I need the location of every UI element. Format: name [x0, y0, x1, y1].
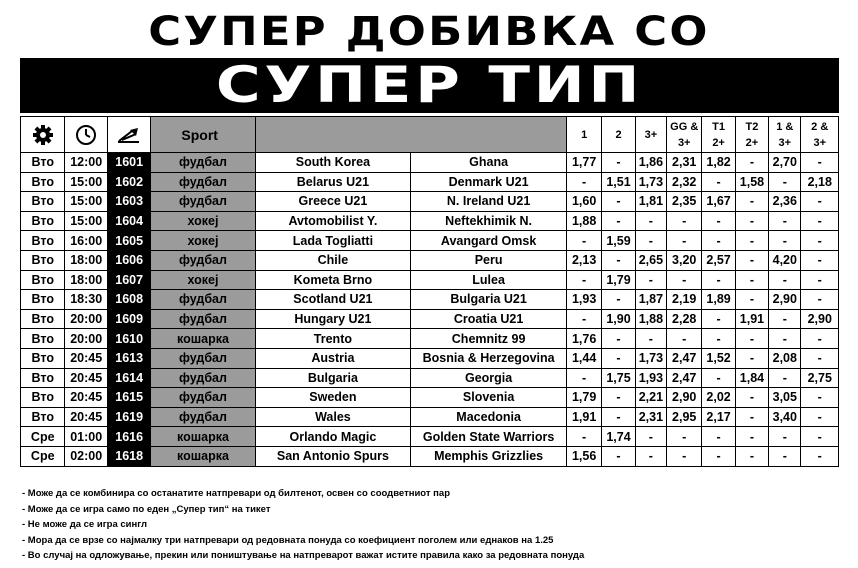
- match-code: 1607: [107, 270, 150, 290]
- table-row: [21, 368, 839, 388]
- odds-cell[interactable]: -: [735, 270, 768, 290]
- odds-cell[interactable]: -: [702, 446, 735, 466]
- odds-cell[interactable]: 2,57: [702, 250, 735, 270]
- odds-cell[interactable]: -: [702, 231, 735, 251]
- odds-cell[interactable]: 2,08: [769, 348, 801, 368]
- odds-cell[interactable]: -: [735, 329, 768, 349]
- match-code: 1603: [107, 192, 150, 212]
- home-team: Avtomobilist Y.: [255, 211, 411, 231]
- odds-cell[interactable]: 2,32: [667, 172, 702, 192]
- match-code: 1610: [107, 329, 150, 349]
- odds-cell[interactable]: -: [801, 348, 839, 368]
- odds-cell[interactable]: 4,20: [769, 250, 801, 270]
- odds-cell[interactable]: -: [801, 329, 839, 349]
- odds-cell[interactable]: 1,93: [566, 290, 601, 310]
- odds-cell[interactable]: -: [566, 172, 601, 192]
- away-team: Avangard Omsk: [411, 231, 567, 251]
- odds-cell[interactable]: -: [801, 270, 839, 290]
- odds-cell[interactable]: 1,86: [635, 153, 666, 173]
- odds-cell[interactable]: -: [602, 290, 635, 310]
- odds-cell[interactable]: -: [566, 427, 601, 447]
- odds-cell[interactable]: 2,02: [702, 388, 735, 408]
- odds-cell[interactable]: 2,65: [635, 250, 666, 270]
- odds-cell[interactable]: 2,35: [667, 192, 702, 212]
- match-time: 16:00: [65, 231, 107, 251]
- odds-cell[interactable]: -: [801, 153, 839, 173]
- odds-cell[interactable]: 2,21: [635, 388, 666, 408]
- code-column-header: [107, 117, 150, 153]
- table-row: [21, 231, 839, 251]
- match-time: 20:45: [65, 407, 107, 427]
- odds-cell[interactable]: 2,36: [769, 192, 801, 212]
- away-team: Bosnia & Herzegovina: [411, 348, 567, 368]
- sport-name: хокеј: [151, 270, 255, 290]
- match-time: 20:45: [65, 388, 107, 408]
- odds-cell[interactable]: 2,28: [667, 309, 702, 329]
- away-team: Golden State Warriors: [411, 427, 567, 447]
- away-team: N. Ireland U21: [411, 192, 567, 212]
- odds-cell[interactable]: 1,51: [602, 172, 635, 192]
- odds-cell[interactable]: -: [667, 427, 702, 447]
- away-team: Macedonia: [411, 407, 567, 427]
- match-code: 1608: [107, 290, 150, 310]
- table-row: [21, 407, 839, 427]
- odds-cell[interactable]: 2,18: [801, 172, 839, 192]
- odds-table: [20, 116, 839, 467]
- home-team: South Korea: [255, 153, 411, 173]
- match-time: 15:00: [65, 211, 107, 231]
- odds-cell[interactable]: -: [801, 192, 839, 212]
- sport-name: фудбал: [151, 388, 255, 408]
- match-code: 1601: [107, 153, 150, 173]
- match-code: 1613: [107, 348, 150, 368]
- match-day: Вто: [21, 153, 65, 173]
- home-team: Trento: [255, 329, 411, 349]
- odd-column-header: GG & 3+: [667, 117, 702, 153]
- odds-cell[interactable]: -: [667, 446, 702, 466]
- match-day: Вто: [21, 270, 65, 290]
- match-time: 12:00: [65, 153, 107, 173]
- home-team: San Antonio Spurs: [255, 446, 411, 466]
- ticket-code-icon: [116, 125, 142, 145]
- odds-cell[interactable]: -: [769, 446, 801, 466]
- home-team: Sweden: [255, 388, 411, 408]
- odd-column-header: 1: [566, 117, 601, 153]
- sport-name: фудбал: [151, 172, 255, 192]
- odds-cell[interactable]: -: [702, 309, 735, 329]
- match-time: 02:00: [65, 446, 107, 466]
- odds-cell[interactable]: -: [635, 427, 666, 447]
- odds-cell[interactable]: -: [769, 211, 801, 231]
- sport-name: кошарка: [151, 446, 255, 466]
- match-time: 15:00: [65, 192, 107, 212]
- odds-cell[interactable]: -: [566, 368, 601, 388]
- odd-column-header: 2 & 3+: [801, 117, 839, 153]
- away-team: Lulea: [411, 270, 567, 290]
- odds-cell[interactable]: 2,19: [667, 290, 702, 310]
- odds-cell[interactable]: -: [602, 348, 635, 368]
- odds-cell[interactable]: -: [769, 270, 801, 290]
- rules-note: - Може да се игра само по еден „Супер тип“ на тикет: [22, 503, 271, 515]
- home-team: Greece U21: [255, 192, 411, 212]
- match-code: 1615: [107, 388, 150, 408]
- odds-cell[interactable]: 1,77: [566, 153, 601, 173]
- match-day: Вто: [21, 192, 65, 212]
- odds-cell[interactable]: -: [702, 172, 735, 192]
- odd-column-header: 2: [602, 117, 635, 153]
- match-time: 01:00: [65, 427, 107, 447]
- sport-name: фудбал: [151, 192, 255, 212]
- odds-cell[interactable]: 1,79: [566, 388, 601, 408]
- sport-name: фудбал: [151, 153, 255, 173]
- odds-cell[interactable]: -: [635, 270, 666, 290]
- table-row: [21, 211, 839, 231]
- match-code: 1605: [107, 231, 150, 251]
- odds-cell[interactable]: -: [702, 368, 735, 388]
- match-day: Вто: [21, 172, 65, 192]
- odds-cell[interactable]: 3,20: [667, 250, 702, 270]
- match-column-header: [255, 117, 566, 153]
- match-time: 20:45: [65, 348, 107, 368]
- match-code: 1609: [107, 309, 150, 329]
- away-team: Denmark U21: [411, 172, 567, 192]
- odds-cell[interactable]: -: [602, 211, 635, 231]
- match-time: 15:00: [65, 172, 107, 192]
- away-team: Chemnitz 99: [411, 329, 567, 349]
- page-title-main: СУПЕР ТИП: [215, 56, 644, 114]
- odds-cell[interactable]: -: [667, 270, 702, 290]
- odds-cell[interactable]: 1,73: [635, 348, 666, 368]
- odds-cell[interactable]: 1,89: [702, 290, 735, 310]
- away-team: Georgia: [411, 368, 567, 388]
- away-team: Ghana: [411, 153, 567, 173]
- odds-cell[interactable]: -: [801, 427, 839, 447]
- odds-cell[interactable]: -: [801, 231, 839, 251]
- odds-cell[interactable]: -: [769, 172, 801, 192]
- match-time: 18:00: [65, 250, 107, 270]
- odds-cell[interactable]: -: [602, 250, 635, 270]
- match-code: 1618: [107, 446, 150, 466]
- home-team: Bulgaria: [255, 368, 411, 388]
- day-column-header: [21, 117, 65, 153]
- match-day: Вто: [21, 388, 65, 408]
- odds-cell[interactable]: -: [735, 211, 768, 231]
- home-team: Orlando Magic: [255, 427, 411, 447]
- sport-name: кошарка: [151, 427, 255, 447]
- odds-cell[interactable]: 1,90: [602, 309, 635, 329]
- odds-cell[interactable]: -: [602, 329, 635, 349]
- rules-notes: [22, 486, 842, 564]
- odd-column-header: 3+: [635, 117, 666, 153]
- match-time: 20:00: [65, 309, 107, 329]
- odds-cell[interactable]: 1,88: [566, 211, 601, 231]
- table-row: [21, 329, 839, 349]
- odds-cell[interactable]: 1,82: [702, 153, 735, 173]
- odds-cell[interactable]: -: [635, 211, 666, 231]
- home-team: Hungary U21: [255, 309, 411, 329]
- match-day: Вто: [21, 250, 65, 270]
- odds-cell[interactable]: 1,75: [602, 368, 635, 388]
- odds-cell[interactable]: 2,31: [667, 153, 702, 173]
- match-code: 1606: [107, 250, 150, 270]
- odds-cell[interactable]: -: [635, 446, 666, 466]
- odds-cell[interactable]: 1,88: [635, 309, 666, 329]
- odds-cell[interactable]: -: [801, 388, 839, 408]
- odds-cell[interactable]: 1,84: [735, 368, 768, 388]
- odds-cell[interactable]: -: [667, 231, 702, 251]
- odds-cell[interactable]: -: [801, 250, 839, 270]
- odds-cell[interactable]: 2,47: [667, 368, 702, 388]
- odds-cell[interactable]: -: [735, 290, 768, 310]
- odds-cell[interactable]: -: [702, 427, 735, 447]
- odds-cell[interactable]: -: [735, 192, 768, 212]
- odds-cell[interactable]: 2,70: [769, 153, 801, 173]
- odds-cell[interactable]: -: [735, 250, 768, 270]
- odds-cell[interactable]: -: [702, 329, 735, 349]
- odds-cell[interactable]: -: [769, 368, 801, 388]
- odds-cell[interactable]: -: [801, 407, 839, 427]
- sport-name: фудбал: [151, 348, 255, 368]
- match-time: 18:00: [65, 270, 107, 290]
- gear-icon: [32, 124, 54, 146]
- odds-cell[interactable]: -: [566, 309, 601, 329]
- odds-cell[interactable]: 1,58: [735, 172, 768, 192]
- odds-cell[interactable]: -: [735, 427, 768, 447]
- home-team: Scotland U21: [255, 290, 411, 310]
- away-team: Peru: [411, 250, 567, 270]
- page-title-top: СУПЕР ДОБИВКА СО: [148, 9, 710, 55]
- table-row: [21, 388, 839, 408]
- odds-cell[interactable]: -: [602, 407, 635, 427]
- odds-cell[interactable]: 1,91: [735, 309, 768, 329]
- match-time: 20:00: [65, 329, 107, 349]
- odds-cell[interactable]: -: [735, 153, 768, 173]
- home-team: Lada Togliatti: [255, 231, 411, 251]
- odds-cell[interactable]: -: [602, 153, 635, 173]
- match-time: 20:45: [65, 368, 107, 388]
- sport-name: фудбал: [151, 309, 255, 329]
- odds-cell[interactable]: -: [667, 211, 702, 231]
- odds-cell[interactable]: 2,13: [566, 250, 601, 270]
- time-column-header: [65, 117, 107, 153]
- odds-cell[interactable]: 1,93: [635, 368, 666, 388]
- odds-cell[interactable]: 1,79: [602, 270, 635, 290]
- rules-note: - Не може да се игра сингл: [22, 519, 147, 531]
- odds-cell[interactable]: -: [566, 270, 601, 290]
- odds-cell[interactable]: 2,17: [702, 407, 735, 427]
- match-time: 18:30: [65, 290, 107, 310]
- odds-cell[interactable]: 1,73: [635, 172, 666, 192]
- rules-note: - Може да се комбинира со останатите натпревари од билтенот, освен со соодветниот пар: [22, 488, 450, 499]
- odds-cell[interactable]: 1,67: [702, 192, 735, 212]
- match-day: Вто: [21, 348, 65, 368]
- match-day: Вто: [21, 290, 65, 310]
- match-day: Вто: [21, 329, 65, 349]
- odds-cell[interactable]: -: [801, 211, 839, 231]
- match-day: Вто: [21, 407, 65, 427]
- match-day: Сре: [21, 446, 65, 466]
- match-code: 1604: [107, 211, 150, 231]
- odds-cell[interactable]: -: [801, 446, 839, 466]
- odds-cell[interactable]: -: [702, 211, 735, 231]
- table-row: [21, 446, 839, 466]
- odds-cell[interactable]: -: [566, 231, 601, 251]
- odds-cell[interactable]: -: [602, 388, 635, 408]
- odds-cell[interactable]: 1,87: [635, 290, 666, 310]
- odds-cell[interactable]: -: [735, 388, 768, 408]
- sport-name: кошарка: [151, 329, 255, 349]
- sport-name: фудбал: [151, 407, 255, 427]
- odds-cell[interactable]: 1,76: [566, 329, 601, 349]
- odds-cell[interactable]: -: [735, 446, 768, 466]
- match-day: Вто: [21, 231, 65, 251]
- sport-name: фудбал: [151, 368, 255, 388]
- odds-cell[interactable]: 1,81: [635, 192, 666, 212]
- odds-cell[interactable]: -: [635, 329, 666, 349]
- home-team: Belarus U21: [255, 172, 411, 192]
- odds-cell[interactable]: -: [769, 309, 801, 329]
- away-team: Neftekhimik N.: [411, 211, 567, 231]
- match-code: 1614: [107, 368, 150, 388]
- match-code: 1616: [107, 427, 150, 447]
- table-row: [21, 290, 839, 310]
- match-day: Вто: [21, 211, 65, 231]
- odds-cell[interactable]: 1,91: [566, 407, 601, 427]
- home-team: Kometa Brno: [255, 270, 411, 290]
- odds-cell[interactable]: -: [769, 231, 801, 251]
- sport-name: фудбал: [151, 250, 255, 270]
- odds-cell[interactable]: 2,47: [667, 348, 702, 368]
- odds-cell[interactable]: 1,74: [602, 427, 635, 447]
- clock-icon: [75, 124, 97, 146]
- away-team: Memphis Grizzlies: [411, 446, 567, 466]
- table-row: [21, 427, 839, 447]
- odds-cell[interactable]: -: [735, 407, 768, 427]
- odd-column-header: T1 2+: [702, 117, 735, 153]
- odds-cell[interactable]: 2,90: [667, 388, 702, 408]
- odds-cell[interactable]: 2,31: [635, 407, 666, 427]
- odds-cell[interactable]: 1,56: [566, 446, 601, 466]
- home-team: Austria: [255, 348, 411, 368]
- odds-cell[interactable]: -: [602, 446, 635, 466]
- odd-column-header: T2 2+: [735, 117, 768, 153]
- away-team: Slovenia: [411, 388, 567, 408]
- odds-cell[interactable]: 2,75: [801, 368, 839, 388]
- odd-column-header: 1 & 3+: [769, 117, 801, 153]
- odds-cell[interactable]: -: [801, 290, 839, 310]
- table-header-row: [21, 117, 839, 153]
- sport-name: фудбал: [151, 290, 255, 310]
- sport-name: хокеј: [151, 231, 255, 251]
- table-row: [21, 192, 839, 212]
- odds-cell[interactable]: -: [735, 348, 768, 368]
- odds-cell[interactable]: 2,90: [769, 290, 801, 310]
- odds-cell[interactable]: 1,59: [602, 231, 635, 251]
- home-team: Chile: [255, 250, 411, 270]
- odds-cell[interactable]: -: [667, 329, 702, 349]
- odds-cell[interactable]: -: [769, 427, 801, 447]
- away-team: Bulgaria U21: [411, 290, 567, 310]
- table-row: [21, 153, 839, 173]
- odds-cell[interactable]: -: [635, 231, 666, 251]
- table-row: [21, 172, 839, 192]
- odds-cell[interactable]: 2,95: [667, 407, 702, 427]
- match-code: 1602: [107, 172, 150, 192]
- table-row: [21, 250, 839, 270]
- match-code: 1619: [107, 407, 150, 427]
- odds-cell[interactable]: 2,90: [801, 309, 839, 329]
- odds-cell[interactable]: 3,05: [769, 388, 801, 408]
- sport-column-header: Sport: [151, 117, 255, 153]
- match-day: Сре: [21, 427, 65, 447]
- odds-cell[interactable]: -: [769, 329, 801, 349]
- odds-cell[interactable]: -: [602, 192, 635, 212]
- table-row: [21, 348, 839, 368]
- odds-cell[interactable]: -: [735, 231, 768, 251]
- odds-cell[interactable]: 1,60: [566, 192, 601, 212]
- sport-name: хокеј: [151, 211, 255, 231]
- table-row: [21, 309, 839, 329]
- odds-cell[interactable]: 1,44: [566, 348, 601, 368]
- match-day: Вто: [21, 368, 65, 388]
- odds-cell[interactable]: 3,40: [769, 407, 801, 427]
- table-row: [21, 270, 839, 290]
- odds-cell[interactable]: 1,52: [702, 348, 735, 368]
- away-team: Croatia U21: [411, 309, 567, 329]
- rules-note: - Мора да се врзе со најмалку три натпревари од редовната понуда со коефициент поголем или еднаков на 1.25: [22, 534, 554, 546]
- match-day: Вто: [21, 309, 65, 329]
- odds-cell[interactable]: -: [702, 270, 735, 290]
- rules-note: - Во случај на одложување, прекин или поништување на натпреварот важат истите правила како за редовната понуда: [22, 550, 585, 562]
- home-team: Wales: [255, 407, 411, 427]
